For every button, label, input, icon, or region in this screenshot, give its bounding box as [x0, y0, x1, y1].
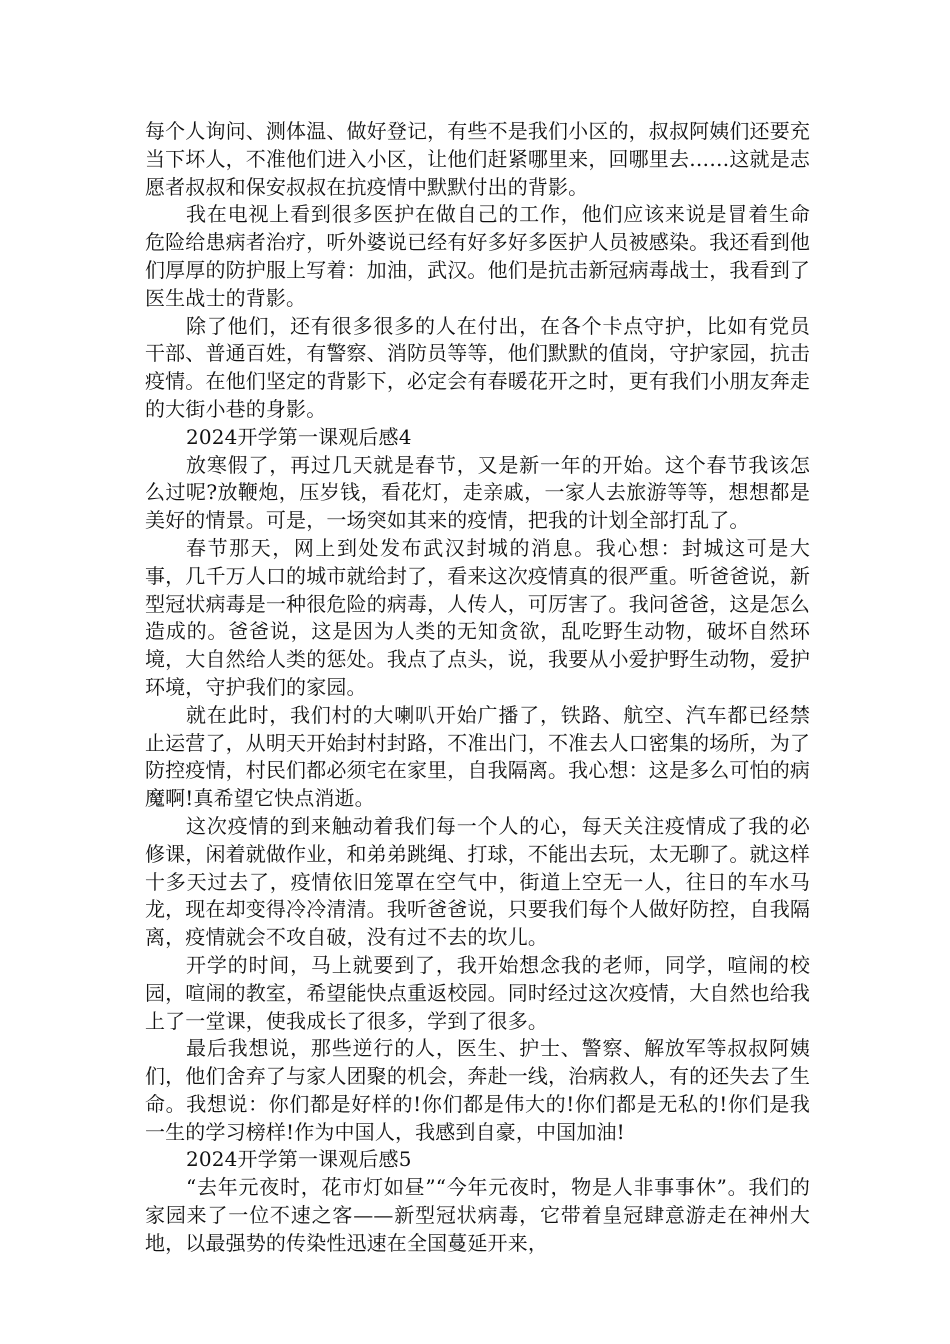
paragraph: 除了他们，还有很多很多的人在付出，在各个卡点守护，比如有党员干部、普通百姓，有警察、消防员等等，他们默默的值岗，守护家园，抗击疫情。在他们坚定的背影下，必定会有春暖花开之时，更有我们小朋友奔走的大街小巷的身影。 — [145, 313, 810, 421]
section-heading-5: 2024开学第一课观后感5 — [186, 1147, 412, 1172]
section-heading-4: 2024开学第一课观后感4 — [186, 424, 412, 449]
paragraph: 开学的时间，马上就要到了，我开始想念我的老师，同学，喧闹的校园，喧闹的教室，希望能快点重返校园。同时经过这次疫情，大自然也给我上了一堂课，使我成长了很多，学到了很多。 — [145, 952, 810, 1033]
paragraph: 就在此时，我们村的大喇叭开始广播了，铁路、航空、汽车都已经禁止运营了，从明天开始封村封路，不准出门，不准去人口密集的场所，为了防控疫情，村民们都必须宅在家里，自我隔离。我心想：这是多么可怕的病魔啊!真希望它快点消逝。 — [145, 702, 810, 811]
paragraph: 春节那天，网上到处发布武汉封城的消息。我心想：封城这可是大事，几千万人口的城市就给封了，看来这次疫情真的很严重。听爸爸说，新型冠状病毒是一种很危险的病毒，人传人，可厉害了。我问爸爸，这是怎么造成的。爸爸说，这是因为人类的无知贪欲，乱吃野生动物，破坏自然环境，大自然给人类的惩处。我点了点头，说，我要从小爱护野生动物，爱护环境，守护我们的家园。 — [145, 535, 810, 699]
document-page — [145, 118, 810, 1258]
paragraph: “去年元夜时，花市灯如昼”“今年元夜时，物是人非事事休”。我们的家园来了一位不速之客——新型冠状病毒，它带着皇冠肆意游走在神州大地，以最强势的传染性迅速在全国蔓延开来， — [145, 1175, 810, 1255]
paragraph-continuation: 每个人询问、测体温、做好登记，有些不是我们小区的，叔叔阿姨们还要充当下坏人，不准他们进入小区，让他们赶紧哪里来，回哪里去……这就是志愿者叔叔和保安叔叔在抗疫情中默默付出的背影。 — [145, 119, 810, 199]
paragraph: 这次疫情的到来触动着我们每一个人的心，每天关注疫情成了我的必修课，闲着就做作业，和弟弟跳绳、打球，不能出去玩，太无聊了。就这样十多天过去了，疫情依旧笼罩在空气中，街道上空无一人，往日的车水马龙，现在却变得冷冷清清。我听爸爸说，只要我们每个人做好防控，自我隔离，疫情就会不攻自破，没有过不去的坎儿。 — [145, 813, 810, 950]
paragraph: 放寒假了，再过几天就是春节，又是新一年的开始。这个春节我该怎么过呢?放鞭炮，压岁钱，看花灯，走亲戚，一家人去旅游等等，想想都是美好的情景。可是，一场突如其来的疫情，把我的计划全部打乱了。 — [145, 452, 810, 533]
paragraph: 我在电视上看到很多医护在做自己的工作，他们应该来说是冒着生命危险给患病者治疗，听外婆说已经有好多好多医护人员被感染。我还看到他们厚厚的防护服上写着：加油，武汉。他们是抗击新冠病毒战士，我看到了医生战士的背影。 — [145, 202, 810, 310]
paragraph: 最后我想说，那些逆行的人，医生、护士、警察、解放军等叔叔阿姨们，他们舍弃了与家人团聚的机会，奔赴一线，治病救人，有的还失去了生命。我想说：你们都是好样的!你们都是伟大的!你们都是无私的!你们是我一生的学习榜样!作为中国人，我感到自豪，中国加油! — [145, 1036, 810, 1144]
